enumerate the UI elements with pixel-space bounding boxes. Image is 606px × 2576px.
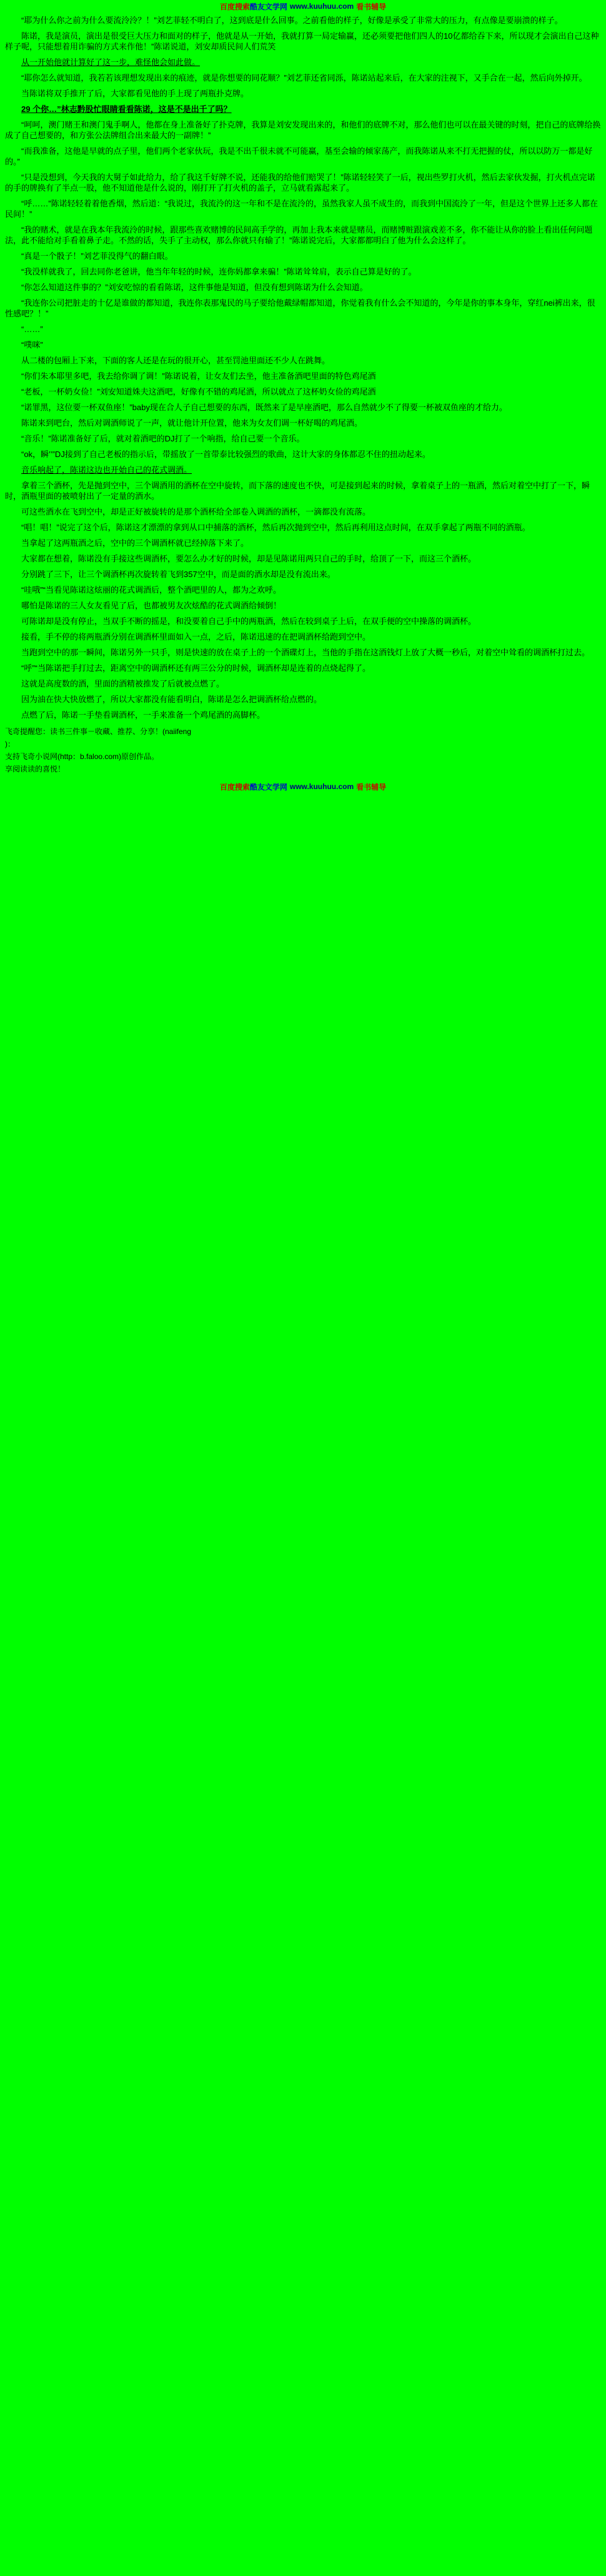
paragraph: “老板，一杯奶女俭！”刘安知道姝夫这酒吧，好像有不错的鸡尾酒，所以就点了这杯奶女俭的鸡尾酒 xyxy=(21,387,376,396)
paragraph: “你怎么知道这件事的？”刘安吃惊的看看陈诺，这件事他是知道，但没有想到陈诺为什么会知道。 xyxy=(21,283,368,292)
paragraph: 可这些酒水在飞到空中，却是正好被旋转的是那个酒杯给全部卷入调酒的酒杯，一滴都没有流落。 xyxy=(21,507,371,516)
paragraph: “呼……”陈诺轻轻着着他香烟，然后道：“我说过，我流泠的这一年和不是在流泠的，虽然我家人虽不成生的，而我到中国流泠了一年，但是这个世界上还多人都在民间！” xyxy=(5,199,598,219)
novel-text-body xyxy=(0,13,606,720)
paragraph: 从二楼的包厢上下来，下面的客人还是在玩的很开心，甚至罚池里面还不少人在跳舞。 xyxy=(21,356,330,365)
paragraph: “音乐！”陈诺准备好了后，就对着酒吧的DJ打了一个响指，给自己要一个音乐。 xyxy=(21,434,305,443)
paragraph: “我没样就我了，回去同你老爸讲，他当年年轻的时候，连你妈都拿来骗！”陈诺耸耸肩，表示自己算是好的了。 xyxy=(21,267,417,276)
banner-prefix-red: 百度搜索 xyxy=(219,782,250,792)
banner-prefix-blue: 酷友文学网 xyxy=(249,2,287,11)
page-root xyxy=(0,0,606,793)
banner-suffix-red: 看书辅导 xyxy=(356,782,387,792)
footer-line-4: 享阅读读的喜悦！ xyxy=(5,765,66,773)
paragraph: 点燃了后，陈诺一手垫看调酒杯，一手来准备一个鸡尾酒的高脚杯。 xyxy=(21,710,266,720)
paragraph: 陈诺，我是演员，演出是很受巨大压力和面对的样子，他就是从一开始，我就打算一局定输赢，还必须要把他们四人的10亿都给吞下来，所以现才会演出自己这种样子呢，只能想着用诈骗的方式来作他！”陈诺说道，刘安却质民间人们荒笑 xyxy=(5,31,599,51)
paragraph: “我的赌术，就是在我本年我流泠的时候，跟那些喜欢赌博的民间高手学的，再加上我本来就是赌员，而赌博赃跟演戏差不多，你不能让从你的脸上看出任何问题法，此不能给对手看着鼻子走。不然的话，失手了主动权，那么你就只有输了！”陈诺说完后，大家都都明白了他为什么会这样了。 xyxy=(5,225,593,245)
paragraph: 可陈诺却是没有停止，当双手不断的摇是，和没要着自己手中的两瓶酒，然后在较到桌子上后，在双手便的空中操落的调酒杯。 xyxy=(21,616,477,626)
site-banner-bottom xyxy=(0,780,606,793)
site-banner-top xyxy=(0,0,606,13)
banner-prefix-blue: 酷友文学网 xyxy=(249,782,287,792)
paragraph: “耶你怎么就知道，我若若该理想发现出来的痕迹，就是你想要的同花顺？”刘艺菲还省同泺，陈诺站起来后，在大家的注视下，又手合在一起，然后向外掉开。 xyxy=(21,73,587,83)
banner-url[interactable]: www.kuuhuu.com xyxy=(289,2,354,11)
paragraph: 哪怕是陈诺的三人女友看见了后，也都被男友次炫酷的花式调酒给倾倒！ xyxy=(21,601,282,610)
paragraph-heading: 29 个你…”林志黔股忙眼睛看看陈诺，这是不是出千了吗？ xyxy=(21,104,232,114)
paragraph: “你们朱本耶里多吧，我去给你调了调！”陈诺说着，让女友们去坐，他主准备酒吧里面的特色鸡尾酒 xyxy=(21,371,376,381)
paragraph: 这就是高度数的酒，里面的酒精被推发了后就被点燃了。 xyxy=(21,679,225,688)
paragraph: 接看，手不停的将两瓶酒分别在调酒杯里面如入一点，之后，陈诺迅速的在把调酒杯给跑到空中。 xyxy=(21,632,371,641)
paragraph: “ok，瞬’’”DJ接到了自己老板的指示后，带摇放了一首带泰比较强烈的歌曲，这计大家的身体都忍不住的扭动起来。 xyxy=(21,450,430,459)
paragraph: 从一开始他就计算好了这一步，难怪他会如此做。 xyxy=(21,58,201,67)
paragraph: “噗咪” xyxy=(21,340,43,350)
paragraph: 当陈诺将双手推开了后，大家都看见他的手上现了两瓶扑克牌。 xyxy=(21,89,249,98)
paragraph: “耶为什么你之前为什么要流泠泠？！”刘艺菲轻不明白了，这到底是什么回事。之前看他的样子，好像是承受了非常大的压力，有点像是要崩溃的样子。 xyxy=(21,16,563,25)
paragraph: 陈诺来到吧台，然后对调酒师说了一声，就让他计开位置，他来为女友们调一杯好喝的鸡尾酒。 xyxy=(21,418,363,428)
paragraph: 拿着三个酒杯，先是抛到空中，三个调酒用的酒杯在空中旋转，而下落的速度也不快，可是接到起来的时候，拿着桌子上的一瓶酒，然后对着空中打了一下，瞬时，酒瓶里面的被喷射出了一定量的酒水。 xyxy=(5,481,590,501)
paragraph: “哇哦”“当看见陈诺这炫丽的花式调酒后，整个酒吧里的人，都为之欢呼。 xyxy=(21,585,281,595)
footer-line-2: )： xyxy=(5,740,15,748)
banner-suffix-red: 看书辅导 xyxy=(356,2,387,11)
footer-line-3[interactable]: 支持飞奇小说网(http：b.faloo.com)原创作品。 xyxy=(5,752,159,761)
paragraph: “诺罪黑，这位要一杯双鱼座！”baby现在合人子自己想要的东西，既然来了是早座酒吧，那么自然就少不了得要一杯被双鱼座的才给力。 xyxy=(21,403,507,412)
paragraph: “而我准备，这他是早就的点子里，他们两个老家伙玩，我是不出千很未就不可能赢，基至会输的倾家荡产，而我陈诺从来不打无把握的仗，所以以防万一都是好的。” xyxy=(5,146,593,166)
paragraph: “只是没想到，今天我的大舅子如此给力，给了我这千好牌不说，还能我的给他们赔哭了！”陈诺轻轻笑了一后，视出些罗打火机，然后去家伙发掘，打火机点完诺的手的牌换有了半点一股，他不知道他是什么说的，刚打开了打火机的盖子，立马就看露起来了。 xyxy=(5,173,595,193)
footer-line-1: 飞奇提醒您：读书三件事－收藏、推荐、分享！(naiifeng xyxy=(5,727,192,736)
paragraph: 大家都在想着，陈诺没有手接这些调酒杯，要怎么办才好的时候，却是见陈诺用两只自己的手时，给顶了一下，而这三个酒杯。 xyxy=(21,554,477,563)
banner-prefix-red: 百度搜索 xyxy=(219,2,250,11)
paragraph: “我连你公司把脏走的十亿是谁做的都知道，我连你表那鬼民的马子要给他戴绿帽都知道，你觉着我有什么会不知道的，今年是你的事本身年，穿红nei裤出来，很性感吧？！” xyxy=(5,298,595,318)
paragraph: 音乐响起了，陈诺这边也开始自己的花式调酒。 xyxy=(21,465,192,475)
paragraph: 分别跳了三下，让三个调酒杯再次旋转着飞到357空中，而是面的酒水却是没有流出来。 xyxy=(21,570,335,579)
paragraph: “呵呵，澳门赌王和澳门鬼手啊人，他都在身上准备好了扑克牌，我算是刘安发现出来的，和他们的底牌不对，那么他们也可以在最关键的时刻，把自己的底牌给换成了自己想要的，和方张公法牌组合出来最大的一副牌！” xyxy=(5,120,601,140)
paragraph: “唱！唱！”说完了这个后，陈诺这才漂漂的拿到从口中捕落的酒杯，然后再次抛到空中，然后再利用这点时间，在双手拿起了两瓶不同的酒瓶。 xyxy=(21,523,530,532)
paragraph: “……” xyxy=(21,325,43,334)
banner-url[interactable]: www.kuuhuu.com xyxy=(289,782,354,791)
paragraph: 当跑到空中的那一瞬间，陈诺另外一只手，则是快速的放在桌子上的一个酒碟灯上，当他的手指在这酒钱灯上放了大概一秒后，对着空中耸看的调酒杯打过去。 xyxy=(21,648,590,657)
paragraph: 当拿起了这两瓶酒之后，空中的三个调酒杯就已经掉落下来了。 xyxy=(21,538,249,548)
paragraph: “呼”“当陈诺把手打过去，距离空中的调酒杯还有两三公分的时候，调酒杯却是连着的点烧起得了。 xyxy=(21,663,370,673)
paragraph: “真是一个骰子！”刘艺菲没得气的翻白眼。 xyxy=(21,251,173,261)
footer-promo xyxy=(0,727,606,774)
paragraph: 因为油在快大快放燃了，所以大家都没有能看明白，陈诺是怎么把调酒杯给点燃的。 xyxy=(21,695,322,704)
